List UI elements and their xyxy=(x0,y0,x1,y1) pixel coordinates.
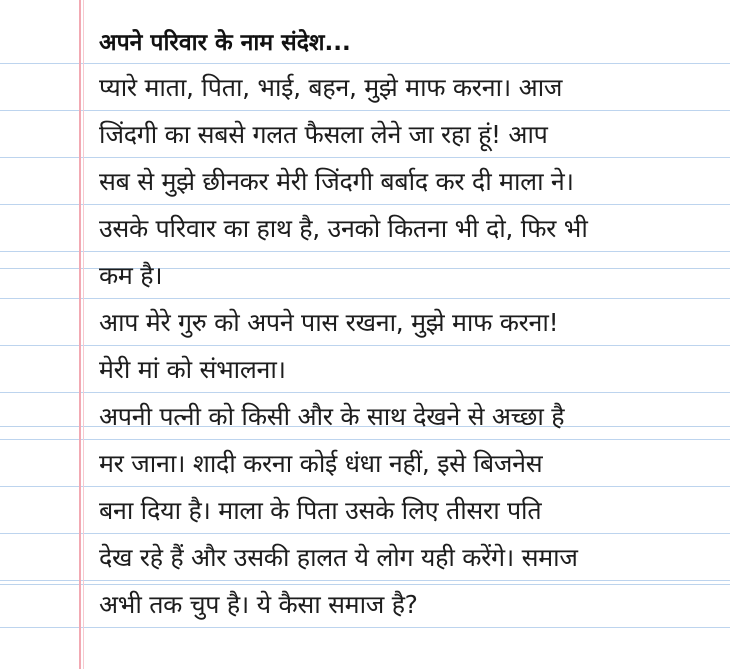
margin-line xyxy=(79,0,81,669)
text-line: सब से मुझे छीनकर मेरी जिंदगी बर्बाद कर दी माला ने। xyxy=(99,167,574,196)
margin-line-inner xyxy=(83,0,84,669)
text-line: प्यारे माता, पिता, भाई, बहन, मुझे माफ करना। आज xyxy=(99,73,563,102)
text-line: आप मेरे गुरु को अपने पास रखना, मुझे माफ करना! xyxy=(99,308,559,337)
text-line: उसके परिवार का हाथ है, उनको कितना भी दो, फिर भी xyxy=(99,214,588,243)
text-line: कम है। xyxy=(99,261,163,290)
text-line: जिंदगी का सबसे गलत फैसला लेने जा रहा हूं! आप xyxy=(99,120,548,149)
message-text xyxy=(99,22,719,628)
text-line: अभी तक चुप है। ये कैसा समाज है? xyxy=(99,590,418,619)
text-line: बना दिया है। माला के पिता उसके लिए तीसरा पति xyxy=(99,496,542,525)
text-line: अपनी पत्नी को किसी और के साथ देखने से अच्छा है xyxy=(99,402,565,431)
text-line: मर जाना। शादी करना कोई धंधा नहीं, इसे बिजनेस xyxy=(99,449,543,478)
text-line: मेरी मां को संभालना। xyxy=(99,355,286,384)
page-title: अपने परिवार के नाम संदेश... xyxy=(99,30,351,56)
text-line: देख रहे हैं और उसकी हालत ये लोग यही करेंगे। समाज xyxy=(99,543,578,572)
